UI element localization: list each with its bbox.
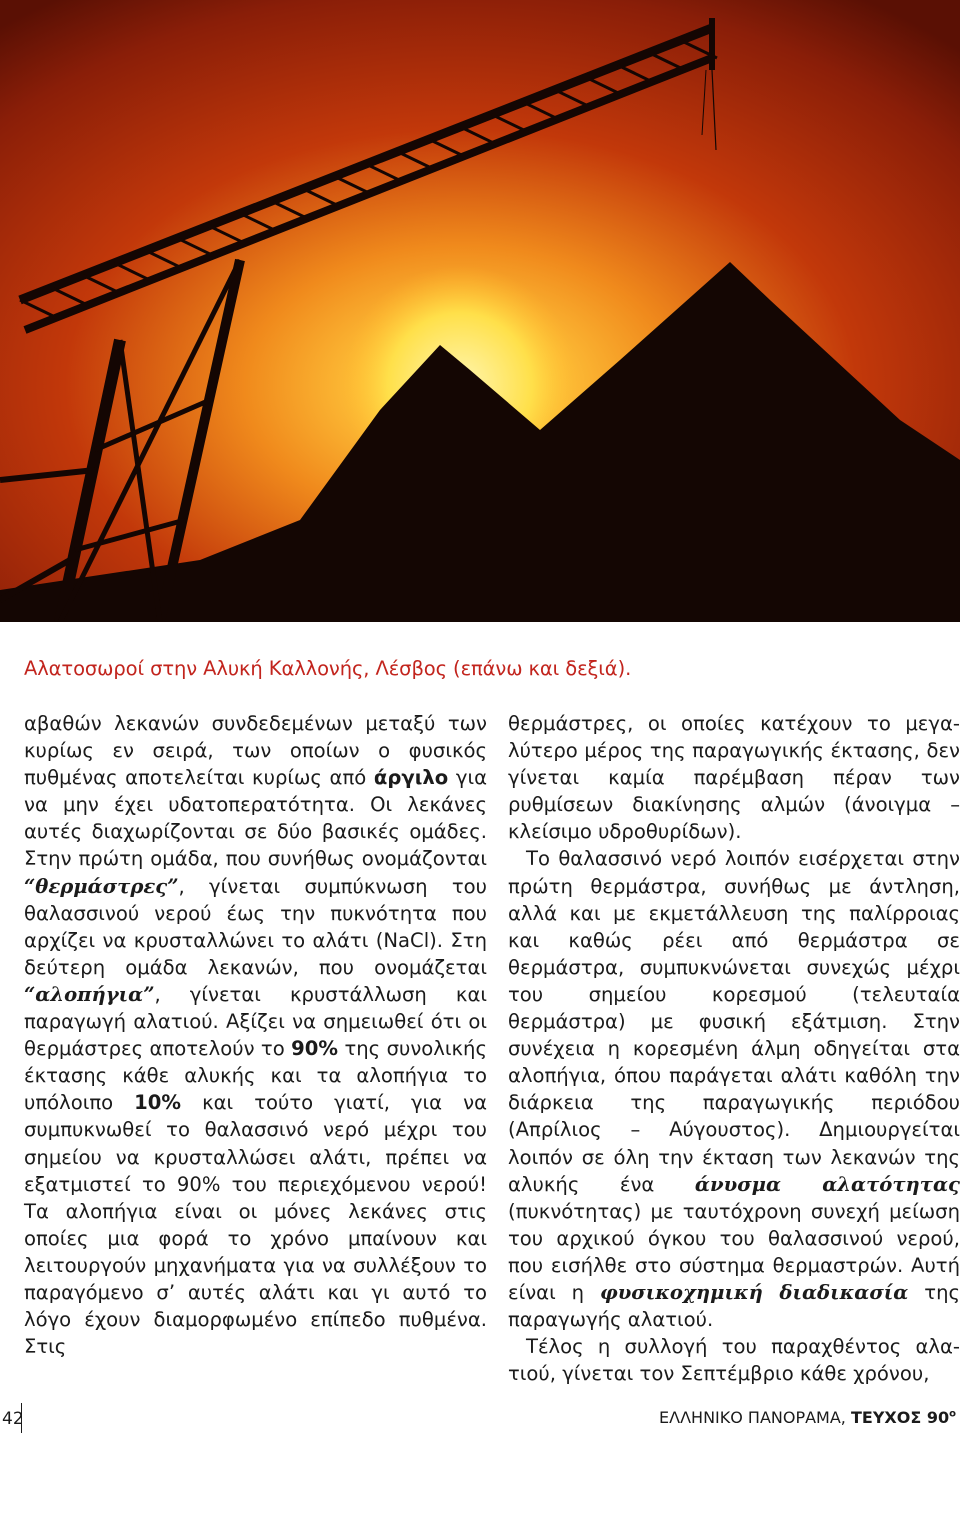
magazine-footer: ΕΛΛΗΝΙΚΟ ΠΑΝΟΡΑΜΑ, ΤΕΥΧΟΣ $90^o$ [659,1408,956,1427]
article-paragraph: Τέλος η συλλογή του παραχθέντος αλατιού, γίνεται τον Σεπτέμβριο κάθε χρόνου, [508,1335,960,1386]
photo-caption: Αλατοσωροί στην Αλυκή Καλλονής, Λέσβος (επάνω και δεξιά). [24,657,632,680]
stat-90-percent: 90% [291,1037,339,1061]
term-fysikoximiki-diadikasia: φυσικοχημική διαδικασία [599,1280,909,1304]
stat-10-percent: 10% [134,1091,182,1115]
bold-term-argilos: άργιλο [373,766,449,790]
issue-label: ΤΕΥΧΟΣ 90 [850,1408,950,1427]
term-alopigia: “αλοπήγια” [24,982,155,1006]
article-paragraph: θερμάστρες, οι οποίες κατέχουν το μεγαλύτερο μέρος της παραγωγικής έκτασης, δεν γίνεται καμία παρέμβαση πέραν των ρυθμίσεων διακίνησης αλμών (άνοιγμα – κλείσιμο υδροθυρίδων). [508,712,960,844]
article-paragraph: Το θαλασσινό νερό λοιπόν εισέρχεται στην πρώτη θερμάστρα, συνήθως με άντληση, αλλά και με εκμετάλλευση της παλίρροιας και καθώς ρέει από θερμάστρα σε θερμάστρα, συμπυκνώνεται συνεχώς μέχρι του σημείου κορεσμού (τελευταία θερμάστρα) με φυσική εξάτμιση. Στην συνέχεια η κορεσμένη άλμη οδηγείται στα αλοπήγια, όπου παράγεται αλάτι καθόλη την διάρκεια της παραγωγικής περιόδου (Απρίλιος – Αύγουστος). Δημιουργείται λοιπόν σε όλη την έκταση των λεκανών της αλυκής ένα άνυσμα αλατότητας (πυκνότητας) με ταυτόχρονη συνεχή μείωση του αρχικού όγκου του θαλασσινού νερού, που εισήλθε στο σύστημα θερμαστρών. Αυτή είναι η φυσικοχημική διαδικασία της παραγωγής αλατιού. [508,847,960,1332]
article-left-column [24,710,487,1360]
salt-heaps-sunset-photo [0,0,960,622]
article-paragraph: αβαθών λεκανών συνδεδεμένων μεταξύ των κυρίως εν σειρά, των οποίων ο φυσικός πυθμένας αποτελείται κυρίως από άργιλο για να μην έχει υδατοπερατότητα. Οι λεκάνες αυτές διαχωρίζονται σε δύο βασικές ομάδες. Στην πρώτη ομάδα, που συνήθως ονομάζονται “θερμάστρες”, γίνεται συμπύκνωση του θαλασσινού νερού έως την πυκνότητα που αρχίζει να κρυσταλλώνει το αλάτι (NaCl). Στη δεύτερη ομάδα λεκανών, που ονομάζεται “αλοπήγια”, γίνεται κρυστάλλωση και παραγωγή αλατιού. Αξίζει να σημειωθεί ότι οι θερμάστρες αποτελούν το 90% της συνολικής έκτασης κάθε αλυκής και τα αλοπήγια το υπόλοιπο 10% και τούτο γιατί, για να συμπυκνωθεί το θαλασσινό νερό μέχρι του σημείου να κρυσταλλώσει αλάτι, πρέπει να εξατμιστεί το 90% του περιεχόμενου νερού! Τα αλοπήγια είναι οι μόνες λεκάνες στις οποίες μια φορά το χρόνο μπαίνουν και λειτουργούν μηχανήματα για να συλλέξουν το παραγόμενο σ’ αυτές αλάτι και γι αυτό το λόγο έχουν διαμορφωμένο επίπεδο πυθμένα. Στις [24,712,487,1359]
article-right-column [508,710,960,1387]
page-number: 42 [0,1403,22,1433]
term-anysma-alatotitas: άνυσμα αλατότητας [694,1172,960,1196]
term-thermastres: “θερμάστρες” [24,874,179,898]
